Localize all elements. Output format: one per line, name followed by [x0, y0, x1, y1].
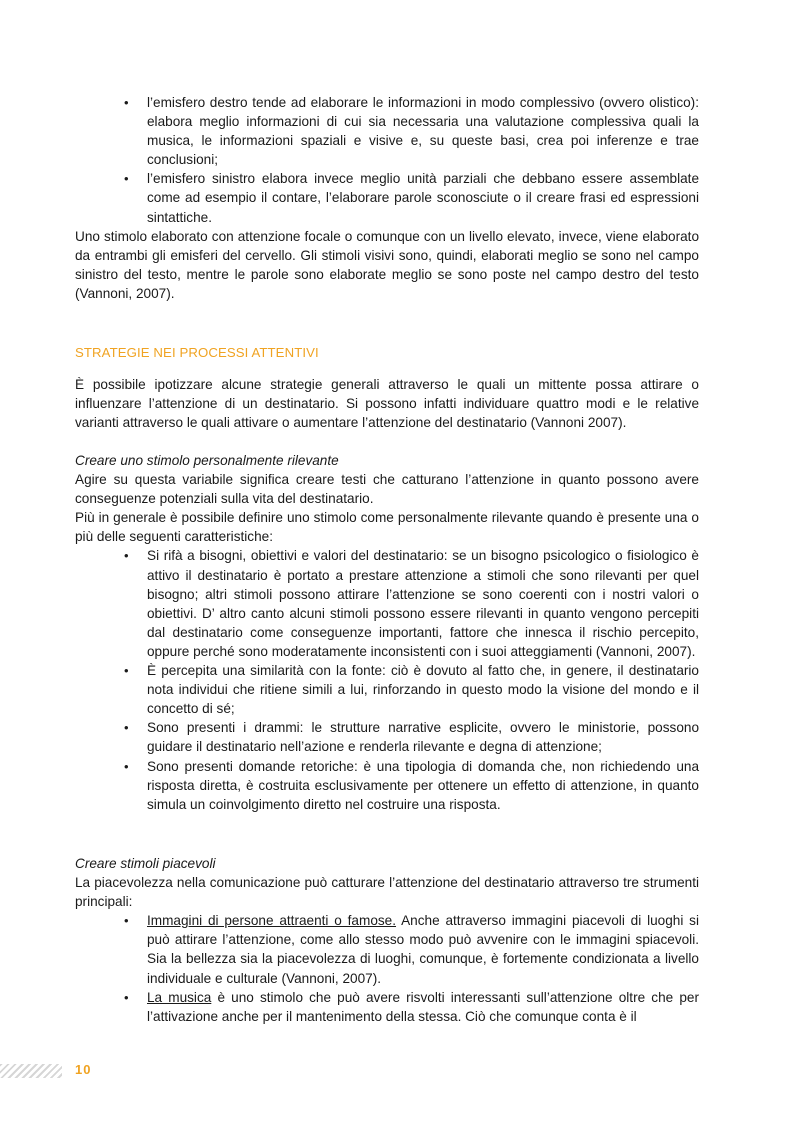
bullet-icon: •: [124, 913, 129, 929]
bullet-icon: •: [124, 720, 129, 736]
subsection-pleasant-stimuli: [75, 854, 699, 1026]
bullet-icon: •: [124, 758, 129, 774]
section-heading: STRATEGIE NEI PROCESSI ATTENTIVI: [75, 345, 319, 360]
bullet-icon: •: [124, 989, 129, 1005]
subsection-title: Creare uno stimolo personalmente rilevante: [75, 453, 339, 468]
item-label: La musica: [147, 989, 212, 1005]
list-item: • La musica è uno stimolo che può avere risvolti interessanti sull’attenzione oltre che per l’attivazione anche per il mantenimento della stessa. Ciò che comunque conta è il: [124, 989, 699, 1024]
bullet-icon: •: [124, 663, 129, 679]
tools-list: [75, 911, 699, 1026]
paragraph: Agire su questa variabile significa creare testi che catturano l’attenzione in quanto possono avere conseguenze potenziali sulla vita del destinatario.: [75, 472, 699, 507]
list-item: • l’emisfero sinistro elabora invece meglio unità parziali che debbano essere assemblate come ad esempio il contare, l’elaborare parole sconosciute o il creare frasi ed espressioni sintattiche.: [124, 171, 699, 225]
intro-block: [75, 93, 699, 303]
list-item: • Immagini di persone attraenti o famose. Anche attraverso immagini piacevoli di luoghi si può attirare l’attenzione, come allo stesso modo può avvenire con le immagini spiacevoli. Sia la bellezza sia la piacevolezza di luoghi, comunque, è fortemente condizionata a livello individuale e culturale (Vannoni, 2007).: [124, 913, 699, 986]
characteristics-list: [75, 546, 699, 813]
item-label: Immagini di persone attraenti o famose.: [147, 913, 397, 929]
bullet-icon: •: [124, 171, 129, 187]
bullet-icon: •: [124, 95, 129, 110]
list-item: • Si rifà a bisogni, obiettivi e valori del destinatario: se un bisogno psicologico o fisiologico è attivo il destinatario è portato a prestare attenzione a stimoli che sono rilevanti per quel bisogno; altri stimoli possono attirare l’attenzione se sono coerenti con i nostri valori o obiettivi. D’ altro canto alcuni stimoli possono essere rilevanti in quanto vengono percepiti dal destinatario come conseguenze importanti, fattore che innesca il rischio percepito, oppure perché sono moderatamente inconsistenti con i suoi atteggiamenti (Vannoni, 2007).: [124, 548, 699, 659]
section-paragraph-block: [75, 375, 699, 432]
list-item: • l’emisfero destro tende ad elaborare le informazioni in modo complessivo (ovvero olistico): elabora meglio informazioni di cui sia necessaria una valutazione complessiva quali la musica, le informazioni spaziali e visive e, su queste basi, crea poi inferenze e trae conclusioni;: [124, 95, 699, 168]
page-number: 10: [75, 1062, 92, 1077]
list-item: • È percepita una similarità con la fonte: ciò è dovuto al fatto che, in genere, il destinatario nota individui che ritiene simili a lui, rinforzando in questo modo la visione del mondo e il concetto di sé;: [124, 663, 699, 717]
list-item: • Sono presenti i drammi: le strutture narrative esplicite, ovvero le ministorie, possono guidare il destinatario nell’azione e renderla rilevante e degna di attenzione;: [124, 720, 699, 755]
list-item: • Sono presenti domande retoriche: è una tipologia di domanda che, non richiedendo una risposta diretta, è costruita esclusivamente per ottenere un effetto di attenzione, in quanto simula un coinvolgimento diretto nel costruire una risposta.: [124, 758, 699, 812]
bullet-icon: •: [124, 548, 129, 564]
paragraph: Più in generale è possibile definire uno stimolo come personalmente rilevante quando è presente una o più delle seguenti caratteristiche:: [75, 510, 699, 545]
intro-paragraph: Uno stimolo elaborato con attenzione focale o comunque con un livello elevato, invece, viene elaborato da entrambi gli emisferi del cervello. Gli stimoli visivi sono, quindi, elaborati meglio se sono nel campo sinistro del testo, mentre le parole sono elaborate meglio se sono poste nel campo destro del testo (Vannoni, 2007).: [75, 228, 699, 301]
hemisphere-list: [75, 93, 699, 227]
subsection-personal-relevance: [75, 451, 699, 814]
subsection-title: Creare stimoli piacevoli: [75, 856, 216, 871]
footer-decoration: [0, 1064, 62, 1078]
paragraph: La piacevolezza nella comunicazione può catturare l’attenzione del destinatario attraverso tre strumenti principali:: [75, 875, 699, 910]
section-paragraph: È possibile ipotizzare alcune strategie generali attraverso le quali un mittente possa attirare o influenzare l’attenzione di un destinatario. Si possono infatti individuare quattro modi e le relative varianti attraverso le quali attivare o aumentare l’attenzione del destinatario (Vannoni 2007).: [75, 377, 699, 431]
